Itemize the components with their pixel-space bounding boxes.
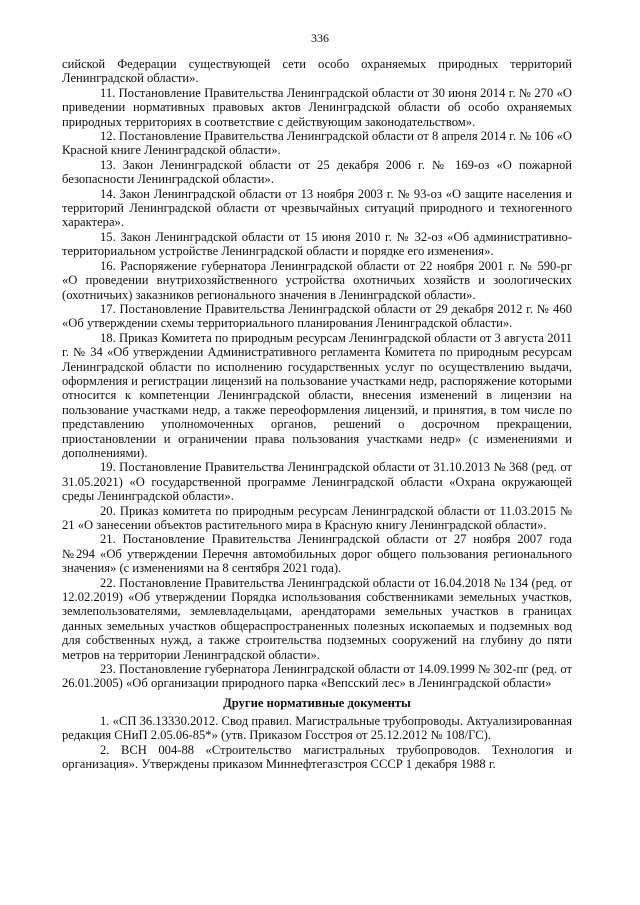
continued-paragraph: сийской Федерации существующей сети особо охраняемых природных территорий Ленинградской области». [62, 57, 572, 86]
page-number: 336 [311, 31, 329, 45]
list-item-22: 22. Постановление Правительства Ленинградской области от 16.04.2018 № 134 (ред. от 12.02.2019) «Об утверждении Порядка использования собственниками земельных участков, землепользователями, землевладельцами, арендаторами земельных участков в границах данных земельных участков общераспространенных полезных ископаемых и подземных вод для собственных нужд, а также строительства подземных сооружений на глубину до пяти метров на территории Ленинградской области». [62, 575, 572, 662]
list-item-18: 18. Приказ Комитета по природным ресурсам Ленинградской области от 3 августа 2011 г. № 34 «Об утверждении Административного регламента Комитета по природным ресурсам Ленинградской области по исполнению государственных услуг по осуществлению выдачи, оформления и регистрации лицензий на пользование участками недр, распоряжение которыми относится к компетенции Ленинградской области, внесения изменений в лицензии на пользование участками недр, а также переоформления лицензий, и принятия, в том числе по представлению уполномоченных органов, решений о досрочном прекращении, приостановлении и ограничении права пользования участками недр» (с изменениями и дополнениями). [62, 330, 572, 460]
list-item-21: 21. Постановление Правительства Ленинградской области от 27 ноября 2007 года №294 «Об утверждении Перечня автомобильных дорог общего пользования регионального значения» (с изменениями на 8 сентября 2021 года). [62, 532, 572, 576]
list-item-15: 15. Закон Ленинградской области от 15 июня 2010 г. № 32-оз «Об административно-территориальном устройстве Ленинградской области и порядке его изменения». [62, 229, 572, 259]
section-title: Другие нормативные документы [223, 695, 411, 710]
list-item-17: 17. Постановление Правительства Ленинградской области от 29 декабря 2012 г. № 460 «Об утверждении схемы территориального планирования Ленинградской области». [62, 301, 572, 331]
other-item-1: 1. «СП 36.13330.2012. Свод правил. Магистральные трубопроводы. Актуализированная редакция СНиП 2.05.06-85*» (утв. Приказом Госстроя от 25.12.2012 № 108/ГС). [62, 713, 572, 743]
list-item-20: 20. Приказ комитета по природным ресурсам Ленинградской области от 11.03.2015 № 21 «О занесении объектов растительного мира в Красную книгу Ленинградской области». [62, 503, 572, 532]
list-item-14: 14. Закон Ленинградской области от 13 ноября 2003 г. № 93-оз «О защите населения и территорий Ленинградской области от чрезвычайных ситуаций природного и техногенного характера». [62, 186, 572, 230]
list-item-23: 23. Постановление губернатора Ленинградской области от 14.09.1999 № 302-пг (ред. от 26.01.2005) «Об организации природного парка «Вепсский лес» в Ленинградской области» [62, 662, 572, 691]
document-body [62, 57, 572, 772]
list-item-19: 19. Постановление Правительства Ленинградской области от 31.10.2013 № 368 (ред. от 31.05.2021) «О государственной программе Ленинградской области «Охрана окружающей среды Ленинградской области». [62, 460, 572, 504]
list-item-13: 13. Закон Ленинградской области от 25 декабря 2006 г. № 169-оз «О пожарной безопасности Ленинградской области». [62, 157, 572, 187]
list-item-12: 12. Постановление Правительства Ленинградской области от 8 апреля 2014 г. № 106 «О Красной книге Ленинградской области». [62, 129, 572, 158]
list-item-16: 16. Распоряжение губернатора Ленинградской области от 22 ноября 2001 г. № 590-рг «О проведении внутрихозяйственного устройства охотничьих хозяйств и зоологических (охотничьих) заказников регионального значения в Ленинградской области». [62, 258, 572, 302]
list-item-11: 11. Постановление Правительства Ленинградской области от 30 июня 2014 г. № 270 «О приведении нормативных правовых актов Ленинградской области об особо охраняемых природных территориях в соответствие с действующим законодательством». [62, 85, 572, 129]
other-item-2: 2. ВСН 004-88 «Строительство магистральных трубопроводов. Технология и организация». Утверждены приказом Миннефтегазстроя СССР 1 декабря 1988 г. [62, 742, 572, 772]
